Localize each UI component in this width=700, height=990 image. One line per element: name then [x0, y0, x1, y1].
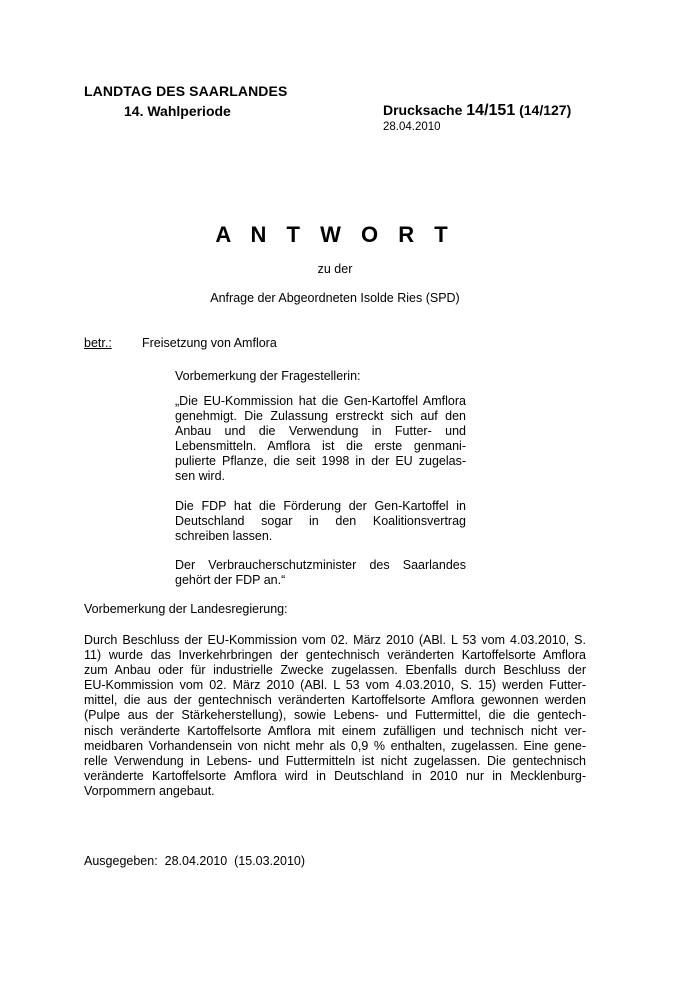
body-line: Vorpommern angebaut. [84, 783, 215, 798]
quote-line: Deutschland sogar in den Koalitionsvertrag [175, 514, 466, 528]
body-line: relle Verwendung in Lebens- und Futtermitteln ist nicht zugelassen. Die gentechnisch [84, 753, 586, 768]
vorbemerkung-fragestellerin-heading: Vorbemerkung der Fragestellerin: [175, 369, 361, 383]
drucksache-previous-number: (14/127) [515, 102, 572, 118]
document-date: 28.04.2010 [383, 121, 441, 133]
drucksache-number: 14/151 [466, 102, 516, 119]
quote-line: „Die EU-Kommission hat die Gen-Kartoffel Amflora [175, 394, 466, 408]
answer-body-paragraph [84, 633, 586, 799]
quote-paragraph-1 [175, 394, 466, 484]
vorbemerkung-landesregierung-heading: Vorbemerkung der Landesregierung: [84, 602, 288, 616]
drucksache-reference [383, 102, 571, 120]
quote-line: genehmigt. Die Zulassung erstreckt sich auf den [175, 409, 466, 423]
body-line: zum Anbau oder für industrielle Zwecke zugelassen. Ebenfalls durch Beschluss der [84, 663, 586, 678]
quote-line: Der Verbraucherschutzminister des Saarlandes [175, 558, 466, 572]
quote-paragraph-2 [175, 499, 466, 544]
institution-name: LANDTAG DES SAARLANDES [84, 83, 288, 99]
quote-line: gehört der FDP an.“ [175, 573, 286, 587]
body-line: EU-Kommission vom 02. März 2010 (ABl. L 53 vom 4.03.2010, S. 15) werden Futter- [84, 678, 586, 693]
quote-line: schreiben lassen. [175, 529, 273, 543]
body-line: veränderte Kartoffelsorte Amflora wird in Deutschland in 2010 nur in Mecklenburg- [84, 768, 586, 783]
legislative-period: 14. Wahlperiode [124, 103, 231, 119]
body-line: nisch veränderte Kartoffelsorte Amflora mit einem zufälligen und technisch nicht ver- [84, 723, 586, 738]
quote-line: Die FDP hat die Förderung der Gen-Kartoffel in [175, 499, 466, 513]
quote-line: pulierte Pflanze, die seit 1998 in der EU zugelas- [175, 454, 466, 468]
document-title: A N T W O R T [215, 222, 455, 247]
betreff-text: Freisetzung von Amflora [142, 336, 277, 350]
zu-der-text: zu der [317, 262, 353, 276]
quote-line: Anbau und die Verwendung in Futter- und [175, 424, 466, 438]
quote-line: sen wird. [175, 469, 226, 483]
drucksache-label: Drucksache [383, 102, 467, 118]
body-line: meidbaren Vorhandensein von nicht mehr als 0,9 % enthalten, zugelassen. Eine gene- [84, 738, 586, 753]
betreff-label: betr.: [84, 336, 112, 350]
body-line: Durch Beschluss der EU-Kommission vom 02. März 2010 (ABl. L 53 vom 4.03.2010, S. [84, 633, 586, 647]
body-line: 11) wurde das Inverkehrbringen der gentechnisch veränderten Kartoffelsorte Amflora [84, 648, 586, 663]
quote-paragraph-3 [175, 558, 466, 588]
quote-line: Lebensmitteln. Amflora ist die erste genmani- [175, 439, 466, 453]
anfrage-text: Anfrage der Abgeordneten Isolde Ries (SPD) [210, 291, 460, 305]
body-line: (Pulpe aus der Stärkeherstellung), sowie Lebens- und Futtermittel, die die gentech- [84, 708, 586, 723]
body-line: mittel, die aus der gentechnisch veränderten Kartoffelsorte Amflora gewonnen werden [84, 693, 586, 708]
ausgegeben-date-line: Ausgegeben: 28.04.2010 (15.03.2010) [84, 854, 306, 868]
